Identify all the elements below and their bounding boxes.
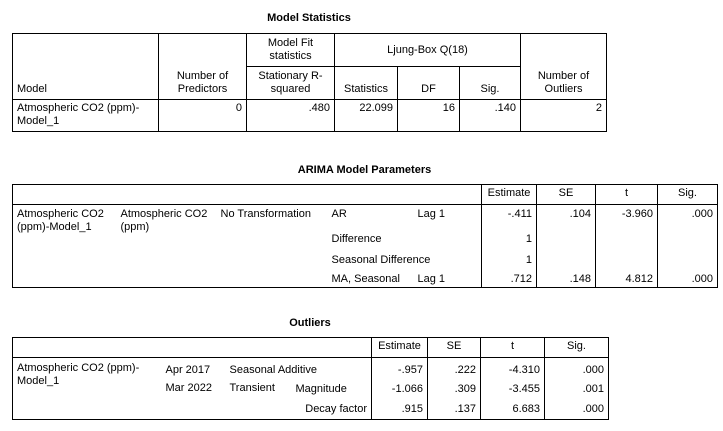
header-t: t (481, 338, 545, 358)
cell-t: -4.310 (481, 358, 545, 380)
header-sig: Sig. (658, 185, 718, 205)
cell-estimate: 1 (482, 233, 537, 252)
cell-component: AR (331, 208, 347, 220)
outliers-title: Outliers (289, 317, 331, 329)
cell-lag: Lag 1 (414, 268, 482, 288)
outliers-table (12, 337, 609, 420)
arima-parameters-table (12, 184, 718, 288)
cell-se: .309 (428, 380, 481, 400)
cell-lag (414, 233, 482, 252)
cell-type: Transient (226, 380, 292, 420)
arima-parameters-title: ARIMA Model Parameters (297, 164, 432, 176)
cell-series: Atmospheric CO2 (ppm) (117, 205, 217, 288)
cell-se (537, 252, 596, 268)
model-statistics-title: Model Statistics (267, 12, 351, 24)
cell-sig (658, 252, 718, 268)
cell-param: Magnitude (292, 380, 372, 400)
cell-t: -3.960 (596, 205, 658, 233)
cell-stationary-r-squared: .480 (247, 100, 335, 132)
cell-component: Seasonal Difference (328, 252, 482, 268)
cell-type: Seasonal Additive (226, 358, 372, 380)
cell-se (537, 233, 596, 252)
header-estimate: Estimate (372, 338, 428, 358)
cell-t: 4.812 (596, 268, 658, 288)
cell-model: Atmospheric CO2 (ppm)-Model_1 (13, 358, 162, 420)
cell-estimate: .712 (482, 268, 537, 288)
table-row (13, 205, 718, 233)
cell-param: Decay factor (292, 400, 372, 420)
cell-lag: Lag 1 (414, 205, 482, 233)
header-stationary-r-squared: Stationary R-squared (247, 67, 335, 100)
cell-t (596, 252, 658, 268)
cell-statistics: 22.099 (335, 100, 398, 132)
cell-model: Atmospheric CO2 (ppm)-Model_1 (13, 100, 159, 132)
header-number-of-outliers: Number of Outliers (521, 34, 607, 100)
header-se: SE (537, 185, 596, 205)
table-row (13, 358, 609, 380)
header-se: SE (428, 338, 481, 358)
cell-se: .222 (428, 358, 481, 380)
cell-sig: .000 (545, 358, 609, 380)
cell-transformation: No Transformation (217, 205, 328, 288)
cell-estimate: -.957 (372, 358, 428, 380)
cell-date: Mar 2022 (162, 380, 226, 420)
cell-date: Apr 2017 (165, 363, 211, 376)
cell-t: 6.683 (481, 400, 545, 420)
header-statistics: Statistics (335, 67, 398, 100)
cell-estimate: .915 (372, 400, 428, 420)
header-sig: Sig. (545, 338, 609, 358)
cell-estimate: -.411 (482, 205, 537, 233)
cell-t: -3.455 (481, 380, 545, 400)
cell-estimate: 1 (482, 252, 537, 268)
model-statistics-table (12, 33, 607, 132)
header-ljung-box: Ljung-Box Q(18) (335, 34, 521, 67)
cell-sig: .000 (658, 268, 718, 288)
cell-component: Difference (331, 232, 382, 245)
cell-sig: .140 (460, 100, 521, 132)
table-row (13, 100, 607, 132)
cell-se: .137 (428, 400, 481, 420)
cell-se: .104 (537, 205, 596, 233)
cell-t (596, 233, 658, 252)
cell-number-of-outliers: 2 (521, 100, 607, 132)
header-model-fit-statistics: Model Fit statistics (247, 34, 335, 67)
header-estimate: Estimate (482, 185, 537, 205)
cell-estimate: -1.066 (372, 380, 428, 400)
cell-sig: .000 (545, 400, 609, 420)
cell-number-of-predictors: 0 (159, 100, 247, 132)
cell-sig: .001 (545, 380, 609, 400)
header-sig: Sig. (460, 67, 521, 100)
cell-component: MA, Seasonal (328, 268, 414, 288)
cell-sig (658, 233, 718, 252)
cell-se: .148 (537, 268, 596, 288)
header-number-of-predictors: Number of Predictors (159, 34, 247, 100)
header-model: Model (13, 34, 159, 100)
header-t: t (596, 185, 658, 205)
cell-sig: .000 (658, 205, 718, 233)
cell-model: Atmospheric CO2 (ppm)-Model_1 (13, 205, 117, 288)
cell-df: 16 (398, 100, 460, 132)
header-df: DF (398, 67, 460, 100)
